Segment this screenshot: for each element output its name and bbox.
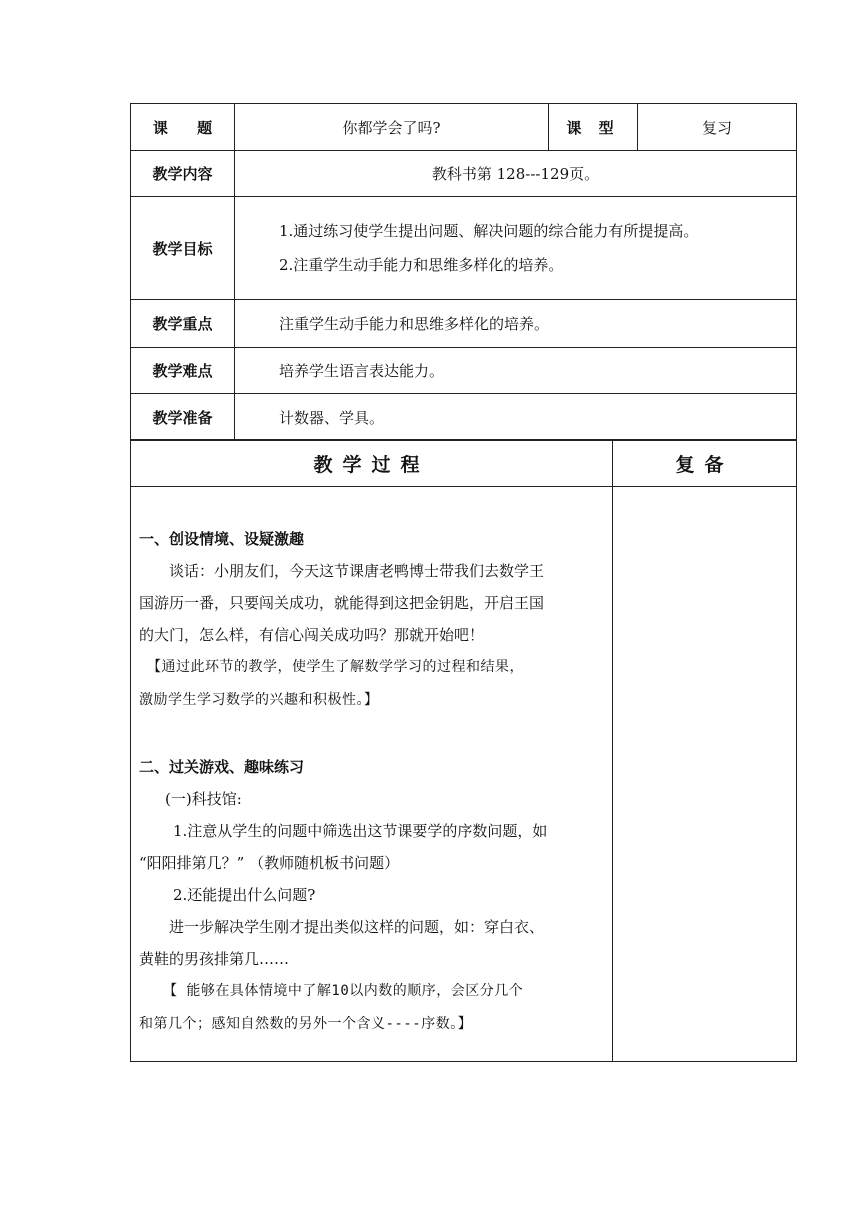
key-point-label: 教学重点 [131,300,235,348]
goal-label: 教学目标 [131,197,235,300]
content-label: 教学内容 [131,151,235,197]
review-header: 复备 [613,440,797,487]
goal-value [235,197,797,300]
review-column [613,487,797,1062]
type-value: 复习 [638,104,797,151]
teaching-process-table [130,439,797,1062]
type-label: 课 型 [549,104,638,151]
paragraph-line: 谈话：小朋友们，今天这节课唐老鸭博士带我们去数学王 [169,562,545,580]
topic-value: 你都学会了吗? [235,104,549,151]
paragraph-line: 进一步解决学生刚才提出类似这样的问题，如：穿白衣、 [169,918,545,936]
topic-label: 课 题 [131,104,235,151]
difficulty-value: 培养学生语言表达能力。 [235,348,797,394]
design-note: 和第几个；感知自然数的另外一个含义----序数。】 [139,1016,473,1032]
paragraph-line: 黄鞋的男孩排第几…… [139,950,290,968]
difficulty-label: 教学难点 [131,348,235,394]
design-note: 【 能够在具体情境中了解10以内数的顺序，会区分几个 [163,983,524,999]
paragraph-line: 1.注意从学生的问题中筛选出这节课要学的序数问题，如 [173,822,548,840]
design-note: 【通过此环节的教学，使学生了解数学学习的过程和结果， [147,659,524,675]
key-point-value: 注重学生动手能力和思维多样化的培养。 [235,300,797,348]
process-content [131,487,613,1062]
process-header: 教学过程 [131,440,613,487]
subsection-title: (一)科技馆: [165,790,242,808]
goal-item: 2.注重学生动手能力和思维多样化的培养。 [279,256,564,274]
preparation-label: 教学准备 [131,394,235,441]
preparation-value: 计数器、学具。 [235,394,797,441]
design-note: 激励学生学习数学的兴趣和积极性。】 [139,692,379,708]
paragraph-line: 国游历一番，只要闯关成功，就能得到这把金钥匙，开启王国 [139,594,545,612]
section-title: 一、创设情境、设疑激趣 [139,530,305,548]
paragraph-line: 的大门，怎么样，有信心闯关成功吗？那就开始吧！ [139,626,485,644]
paragraph-line: 2.还能提出什么问题? [173,886,316,904]
goal-item: 1.通过练习使学生提出问题、解决问题的综合能力有所提提高。 [279,222,699,240]
paragraph-line: “阳阳排第几？” （教师随机板书问题） [139,854,400,872]
section-title: 二、过关游戏、趣味练习 [139,758,305,776]
lesson-info-table [130,103,797,441]
content-value: 教科书第 128---129页。 [235,151,797,197]
